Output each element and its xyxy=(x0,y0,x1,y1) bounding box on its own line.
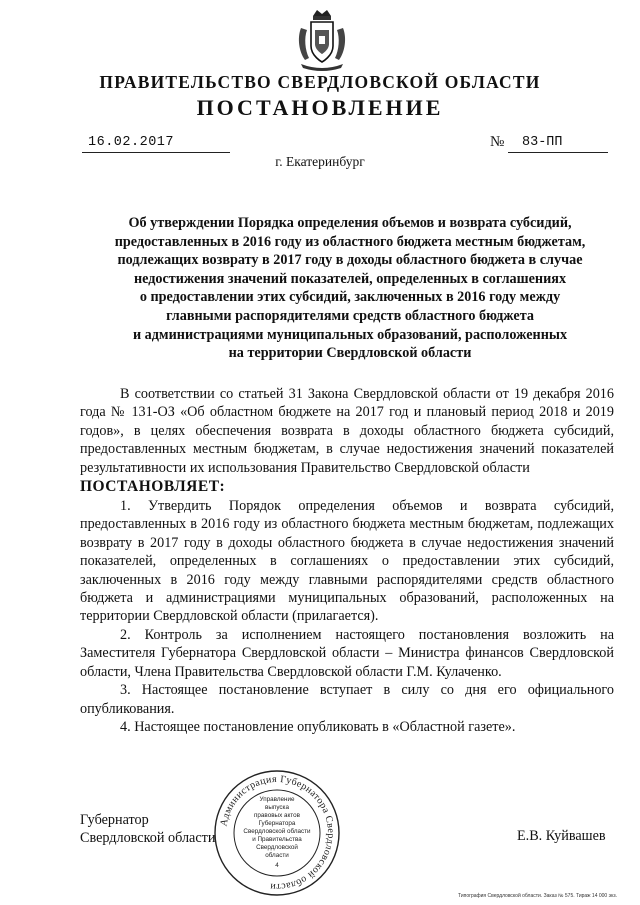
print-info: Типография Свердловской области. Заказ № 575. Тираж 14 000 экз. xyxy=(458,893,618,899)
heading-line: о предоставлении этих субсидий, заключенных в 2016 году между xyxy=(139,289,561,306)
body-item-3: 3. Настоящее постановление вступает в силу со дня его официального опубликования. xyxy=(80,682,614,717)
stamp-line: выпуска xyxy=(265,804,289,811)
stamp-line: Управление xyxy=(259,796,295,803)
official-stamp xyxy=(212,768,342,898)
heading-line: недостижения значений показателей, определенных в соглашениях xyxy=(133,270,567,287)
heading-line: главными распорядителями средств областного бюджета xyxy=(166,307,534,324)
stamp-line: Губернатора xyxy=(258,820,296,827)
body-item-2: 2. Контроль за исполнением настоящего постановления возложить на Заместителя Губернатора Свердловской области – Министра финансов Свердловской области, Члена Правительства Свердловской области Г.М. Кулаченко. xyxy=(80,626,614,680)
stamp-line: 4 xyxy=(275,862,279,869)
document-date: 16.02.2017 xyxy=(82,135,230,153)
document-number: 83-ПП xyxy=(508,135,608,153)
document-body xyxy=(80,385,614,736)
stamp-line: области xyxy=(265,852,289,859)
body-item-4: 4. Настоящее постановление опубликовать в «Областной газете». xyxy=(120,718,516,735)
document-type-title: ПОСТАНОВЛЕНИЕ xyxy=(196,95,444,120)
heading-line: подлежащих возврату в 2017 году в доходы областного бюджета в случае xyxy=(117,252,583,269)
heading-line: Об утверждении Порядка определения объемов и возврата субсидий, xyxy=(128,215,572,231)
heading-line: на территории Свердловской области xyxy=(228,345,472,362)
number-sign: № xyxy=(490,134,505,150)
body-item-1: 1. Утвердить Порядок определения объемов и возврата субсидий, предоставленных в 2016 году из областного бюджета местным бюджетам, подлежащих возврату в 2017 году в доходы областного бюджета в случае недостижения значений показателей, определенных в соглашениях о предоставлении этих субсидий, заключенных в 2016 году между главными распорядителями средств областного бюджета и администрациями муниципальных образований, расположенных на территории Свердловской области (прилагается). xyxy=(80,498,614,625)
government-title: ПРАВИТЕЛЬСТВО СВЕРДЛОВСКОЙ ОБЛАСТИ xyxy=(99,72,541,92)
document-city: г. Екатеринбург xyxy=(275,154,365,169)
heading-line: предоставленных в 2016 году из областного бюджета местным бюджетам, xyxy=(114,233,586,250)
stamp-line: правовых актов xyxy=(254,812,300,819)
document-heading xyxy=(80,214,620,363)
stamp-line: Свердловской xyxy=(256,844,298,851)
signatory-position-line: Свердловской области xyxy=(80,830,216,847)
stamp-ring-text: Администрация Губернатора Свердловской области xyxy=(218,773,337,893)
preamble-paragraph: В соответствии со статьей 31 Закона Свердловской области от 19 декабря 2016 года № 131-ОЗ «Об областном бюджете на 2017 год и плановый период 2018 и 2019 годов», в целях обеспечения возврата в доходы областного бюджета субсидий, предоставленных местным бюджетам, в случае недостижения значений показателей результативности их использования Правительство Свердловской области xyxy=(80,386,614,476)
signatory-position xyxy=(80,811,215,848)
stamp-line: и Правительства xyxy=(252,836,302,843)
signatory-position-line: Губернатор xyxy=(80,812,149,828)
coat-of-arms-emblem xyxy=(295,8,349,72)
signatory-name: Е.В. Куйвашев xyxy=(517,828,606,844)
decree-word: ПОСТАНОВЛЯЕТ: xyxy=(80,478,226,496)
heading-line: и администрациями муниципальных образований, расположенных xyxy=(132,326,568,343)
stamp-line: Свердловской области xyxy=(243,828,311,835)
